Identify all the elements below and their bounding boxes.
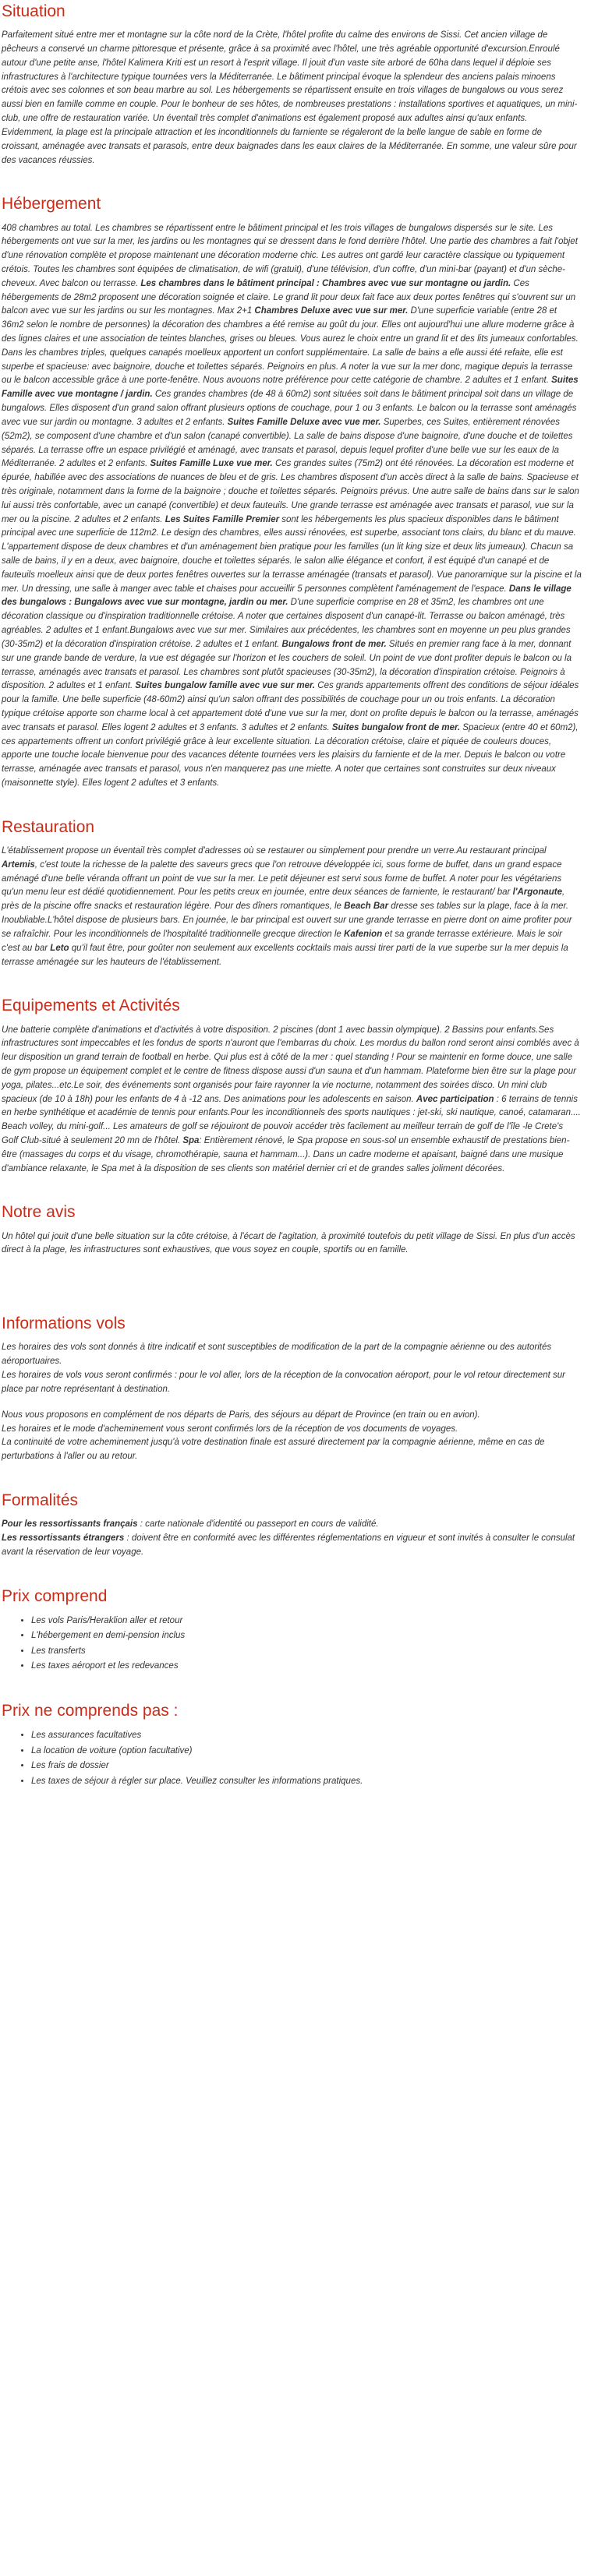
section-formalites [2,1489,582,1560]
room-type-family-deluxe: Suites Famille Deluxe avec vue mer. [227,417,381,427]
list-item: • La location de voiture (option facultative) [31,1744,582,1759]
bar-leto: Leto [50,943,69,953]
equipements-heading: Equipements et Activités [2,997,180,1015]
restaurant-beach-bar: Beach Bar [344,902,389,912]
prix-ne-comprend-list [2,1728,582,1789]
prix-comprend-list [2,1614,582,1674]
vols-line-4: Les horaires et le mode d'acheminement vous seront confirmés lors de la réception de vos documents de voyages. [2,1424,458,1434]
room-type-bungalow-suite: Suites bungalow famille avec vue sur mer. [135,681,316,691]
notre-avis-text: Un hôtel qui jouit d'une belle situation sur la côte crétoise, à l'écart de l'agitation, à proximité toutefois du petit village de Sissi. En plus d'un accès direct à la plage, les infrastructures sont exhaustives, que vous soyez en couple, sportifs ou en famille. [2,1231,575,1255]
informations-vols-heading: Informations vols [2,1314,126,1333]
section-restauration [2,816,582,970]
section-hebergement [2,192,582,791]
section-equipements [2,994,582,1176]
list-item: • Les frais de dossier [31,1759,582,1774]
activities-with-fee-label: Avec participation [416,1094,494,1104]
room-type-family-premier: Les Suites Famille Premier [165,514,280,524]
restaurant-argonaute: l'Argonaute [512,887,562,898]
room-type-deluxe-sea: Chambres Deluxe avec vue sur mer. [254,306,409,316]
restauration-heading: Restauration [2,817,95,836]
room-type-bungalow-seafront: Bungalows front de mer. [281,639,387,649]
prix-comprend-heading: Prix comprend [2,1586,108,1605]
formalites-francais: Pour les ressortissants français : carte nationale d'identité ou passeport en cours de validité. [2,1519,379,1530]
section-situation [2,0,582,168]
room-type-family-luxe: Suites Famille Luxe vue mer. [150,459,273,469]
section-prix-ne-comprend [2,1699,582,1789]
room-type-family-suite: Suites Famille avec vue montagne / jardin. [2,376,579,400]
room-type-bungalows: Dans le village des bungalows : Bungalows avec vue sur montagne, jardin ou mer. [2,584,572,608]
list-item: • Les taxes de séjour à régler sur place. Veuillez consulter les informations pratiques. [31,1774,582,1790]
list-item: • L'hébergement en demi-pension inclus [31,1629,582,1644]
hebergement-heading: Hébergement [2,195,101,213]
vols-line-1: Les horaires des vols sont donnés à titre indicatif et sont susceptibles de modification de la part de la compagnie aérienne ou des autorités aéroportuaires. [2,1343,552,1367]
prix-ne-comprend-heading: Prix ne comprends pas : [2,1701,179,1720]
formalites-heading: Formalités [2,1491,79,1509]
list-item: • Les vols Paris/Heraklion aller et retour [31,1614,582,1629]
list-item: • Les assurances facultatives [31,1728,582,1744]
room-type-main-building: Les chambres dans le bâtiment principal : Chambres avec vue sur montagne ou jardin. [140,278,511,288]
section-notre-avis [2,1201,582,1258]
room-type-bungalow-suite-seafront: Suites bungalow front de mer. [331,722,461,732]
list-item: • Les transferts [31,1644,582,1660]
hebergement-text: 408 chambres au total. Les chambres se répartissent entre le bâtiment principal et les trois villages de bungalows dispersés sur le site. Les hébergements ont vue sur la mer, les jardins ou les montagnes qui se dressent dans le fond derrière l'hôtel. Une partie des chambres a fait l'objet d'une rénovation complète et propose maintenant une décoration moderne chic. Les autres ont gardé leur caractère classique ou typiquement crétois. Toutes les chambres sont équipées de climatisation, de wifi (gratuit), d'une télévision, d'un coffre, d'un mini-bar (payant) et d'un sèche-cheveux. Avec balcon ou terrasse. Les chambres dans le bâtiment principal : Chambres avec vue sur montagne ou jardin. Ces hébergements de 28m2 proposent une décoration soignée et claire. Le grand lit pour deux fait face aux deux portes fenêtres qui s'ouvrent sur un balcon avec vue sur les jardins ou sur les montagnes. Max 2+1 Chambres Deluxe avec vue sur mer. D'une superficie variable (entre 28 et 36m2 selon le nombre de personnes) la décoration des chambres a été remise au goût du jour. Elles ont aujourd'hui une allure moderne grâce à des lignes claires et une association de teintes blanches, grises ou bleues. Vous aurez le choix entre un grand lit et des lits jumeaux confortables. Dans les chambres triples, quelques canapés moelleux apportent un confort supplémentaire. La salle de bains a elle aussi été refaite, elle est superbe et spacieuse: avec baignoire, douche et toilettes séparés. Peignoirs en plus. A noter la vue sur la mer donc, magique depuis la terrasse ou le balcon accessible grâce à une porte-fenêtre. Nous avouons notre préférence pour cette catégorie de chambre. 2 adultes et 1 enfant. Suites Famille avec vue montagne / jardin. Ces grandes chambres (de 48 à 60m2) sont situées soit dans le bâtiment principal soit dans un village de bungalows. Elles disposent d'un grand salon offrant plusieurs options de couchage, pour 1 ou 3 enfants. Le balcon ou la terrasse sont aménagés avec vue sur jardin ou montagne. 3 adultes et 2 enfants. Suites Famille Deluxe avec vue mer. Superbes, ces Suites, entièrement rénovées (52m2), se composent d'une chambre et d'un salon (canapé convertible). La salle de bains dispose d'une baignoire, d'une douche et de toilettes séparés. La terrasse offre un espace privilégié et aménagé, avec transats et parasol, depuis lequel profiter d'une belle vue sur les eaux de la Méditerranée. 2 adultes et 2 enfants. Suites Famille Luxe vue mer. Ces grandes suites (75m2) ont été rénovées. La décoration est moderne et épurée, habillée avec des associations de nuances de bleu et de gris. Les chambres disposent d'un accès direct à la salle de bains. Spacieuse et très originale, notamment dans la forme de la baignoire ; douche et toilettes séparés. Peignoirs prévus. Une autre salle de bains dans sur le salon lui aussi très confortable, avec un canapé (convertible) et deux fauteuils. Une grande terrasse est aménagée avec transats et parasol, vue sur la mer ou la piscine. 2 adultes et 2 enfants. Les Suites Famille Premier sont les hébergements les plus spacieux disponibles dans le bâtiment principal avec une superficie de 112m2. Le design des chambres, elles aussi rénovées, est superbe, associant tons clairs, du blanc et du mauve. L'appartement dispose de deux chambres et d'un aménagement bien pratique pour les familles (un lit king size et deux lits jumeaux). Chacun sa salle de bains, il y en a deux, avec baignoire, douche et toilettes séparés. le salon allie élégance et confort, il est équipé d'un canapé et de fauteuils moelleux ainsi que de deux portes fenêtres ouvertes sur la terrasse aménagée (transats et parasol). Vue panoramique sur la piscine et la mer. Un dressing, une salle à manger avec table et chaises pour accueillir 5 personnes complètent l'aménagement de l'espace. Dans le village des bungalows : Bungalows avec vue sur montagne, jardin ou mer. D'une superficie comprise en 28 et 35m2, les chambres ont une décoration classique ou d'inspiration traditionnelle crétoise. A noter que certaines disposent d'un canapé-lit. Terrasse ou balcon aménagé, très agréables. 2 adultes et 1 enfant.Bungalows avec vue sur mer. Similaires aux précédentes, les chambres sont en moyenne un peu plus grandes (30-35m2) et la décoration d'inspiration crétoise. 2 adultes et 1 enfant. Bungalows front de mer. Situés en premier rang face à la mer, donnant sur une grande bande de verdure, la vue est dégagée sur l'horizon et les couchers de soleil. Un point de vue dont profiter depuis le balcon ou la terrasse, aménagés avec transats et parasol. Les chambres sont plutôt spacieuses (30-35m2), la décoration d'inspiration crétoise. Peignoirs à disposition. 2 adultes et 1 enfant. Suites bungalow famille avec vue sur mer. Ces grands appartements offrent des conditions de séjour idéales pour la famille. Une belle superficie (48-60m2) ainsi qu'un salon offrant des possibilités de couchage pour un ou trois enfants. La décoration typique crétoise apporte son charme local à cet appartement doté d'une vue sur la mer, dont on profite depuis le balcon ou la terrasse, aménagés avec transats et parasol. Elles logent 2 adultes et 3 enfants. 3 adultes et 2 enfants. Suites bungalow front de mer. Spacieux (entre 40 et 60m2), ces appartements offrent un confort privilégié grâce à leur excellente situation. La décoration crétoise, claire et piquée de couleurs douces, apporte une touche locale bienvenue pour des vacances détente tournées vers les plaisirs du farniente et de la mer. Depuis le balcon ou votre terrasse, aménagée avec transats et parasol, vous n'en manquerez pas une miette. A noter que certaines sont construites sur deux niveaux (maisonnette style). Elles logent 2 adultes et 3 enfants. [2,223,582,788]
vols-line-2: Les horaires de vols vous seront confirmés : pour le vol aller, lors de la réception de la convocation aéroport, pour le vol retour directement sur place par notre représentant à destination. [2,1371,565,1394]
section-informations-vols [2,1312,582,1464]
formalites-etrangers: Les ressortissants étrangers : doivent être en conformité avec les différentes réglementations en vigueur et sont invités à consulter le consulat avant la réservation de leur voyage. [2,1533,575,1557]
hebergement-intro: 408 chambres au total. Les chambres se répartissent entre le bâtiment principal et les trois villages de bungalows dispersés sur le site. Les hébergements ont vue sur la mer, les jardins ou les montagnes qui se dressent dans le fond derrière l'hôtel. Une partie des chambres a fait l'objet d'une rénovation complète et propose maintenant une décoration moderne chic. Les autres ont gardé leur caractère classique ou typiquement crétois. Toutes les chambres sont équipées de climatisation, de wifi (gratuit), d'une télévision, d'un coffre, d'un mini-bar (payant) et d'un sèche-cheveux. Avec balcon ou terrasse. [2,223,578,288]
situation-heading: Situation [2,2,65,20]
restaurant-artemis: Artemis [2,859,35,870]
bar-kafenion: Kafenion [344,929,383,939]
vols-line-5: La continuité de votre acheminement jusqu'à votre destination finale est assuré directement par la compagnie aérienne, même en cas de perturbations à l'aller ou au retour. [2,1438,545,1462]
spa-label: Spa [182,1136,200,1145]
section-prix-comprend [2,1585,582,1674]
restauration-text: L'établissement propose un éventail très complet d'adresses où se restaurer ou simplement pour prendre un verre.Au restaurant principal Artemis, c'est toute la richesse de la palette des saveurs grecs que l'on retrouve développée ici, sous forme de buffet, dans un grand espace aménagé d'une belle véranda offrant un point de vue sur la mer. Le petit déjeuner est servi sous forme de buffet. A noter pour les végétariens qu'un menu leur est dédié quotidiennement. Pour les petits creux en journée, entre deux séances de farniente, le restaurant/ bar l'Argonaute, près de la piscine offre snacks et restauration légère. Pour des dîners romantiques, le Beach Bar dresse ses tables sur la plage, face à la mer. Inoubliable.L'hôtel dispose de plusieurs bars. En journée, le bar principal est ouvert sur une grande terrasse en pierre dont on aime profiter pour se rafraîchir. Pour les inconditionnels de l'hospitalité traditionnelle grecque direction le Kafenion et sa grande terrasse extérieure. Mais le soir c'est au bar Leto qu'il faut être, pour goûter non seulement aux excellents cocktails mais aussi tirer parti de la vue superbe sur la mer depuis la terrasse aménagée sur les hauteurs de l'établissement. [2,846,572,967]
equipements-text: Une batterie complète d'animations et d'activités à votre disposition. 2 piscines (dont 1 avec bassin olympique). 2 Bassins pour enfants.Ses infrastructures sont impeccables et les fondus de sports n'auront que l'embarras du choix. Les mordus du ballon rond seront ainsi comblés avec à leur disposition un grand terrain de football en herbe. Qui plus est à côté de la mer : quel standing ! Pour se maintenir en forme douce, une salle de gym propose un équipement complet et le centre de fitness dispose aussi d'un sauna et d'un hammam. Plateforme bien être sur la plage pour yoga, pilates...etc.Le soir, des événements sont organisés pour faire rayonner la vie nocturne, notamment des soirées disco. Un mini club spacieux (de 10 à 18h) pour les enfants de 4 à -12 ans. Des animations pour les adolescents en saison. Avec participation : 6 terrains de tennis en herbe synthétique et académie de tennis pour enfants.Pour les inconditionnels des sports nautiques : jet-ski, ski nautique, canoé, catamaran.... Beach volley, du mini-golf... Les amateurs de golf se réjouiront de pouvoir accéder très facilement au meilleur terrain de golf de l'île -le Crete's Golf Club-situé à seulement 20 mn de l'hôtel. Spa: Entièrement rénové, le Spa propose en sous-sol un ensemble exhaustif de prestations bien-être (massages du corps et du visage, chromothérapie, sauna et hammam...). Dans un cadre moderne et apaisant, baigné dans une musique d'ambiance relaxante, le Spa met à la disposition de ses clients son matériel dernier cri et de grandes salles joliment décorées. [2,1025,581,1173]
notre-avis-heading: Notre avis [2,1203,76,1222]
situation-text: Parfaitement situé entre mer et montagne sur la côte nord de la Crète, l'hôtel profite du calme des environs de Sissi. Cet ancien village de pêcheurs a conservé un charme pittoresque et présente, grâce à sa proximité avec l'hôtel, une très agréable opportunité d'excursion.Enroulé autour d'une petite anse, l'hôtel Kalimera Kriti est un resort à l'esprit village. Il jouit d'un vaste site arboré de 60ha dans lequel il déploie ses infrastructures à l'architecture typique tournées vers la Méditerranée. Le bâtiment principal évoque la splendeur des anciens palais minoens crétois avec ses colonnes et son beau marbre au sol. Les hébergements se répartissent ensuite en trois villages de bungalows ou vous serez aussi bien en famille comme en couple. Pour le bonheur de ses hôtes, de nombreuses prestations : installations sportives et aquatiques, un mini-club, une offre de restauration variée. Un éventail très complet d'animations est également proposé aux adultes ainsi qu'aux enfants. Evidemment, la plage est la principale attraction et les inconditionnels du farniente se régaleront de la belle langue de sable en forme de croissant, aménagée avec transats et parasols, entre deux baignades dans les eaux claires de la Méditerranée. En somme, une valeur sûre pour des vacances réussies. [2,30,578,165]
list-item: • Les taxes aéroport et les redevances [31,1659,582,1674]
vols-line-3: Nous vous proposons en complément de nos départs de Paris, des séjours au départ de Province (en train ou en avion). [2,1410,480,1420]
